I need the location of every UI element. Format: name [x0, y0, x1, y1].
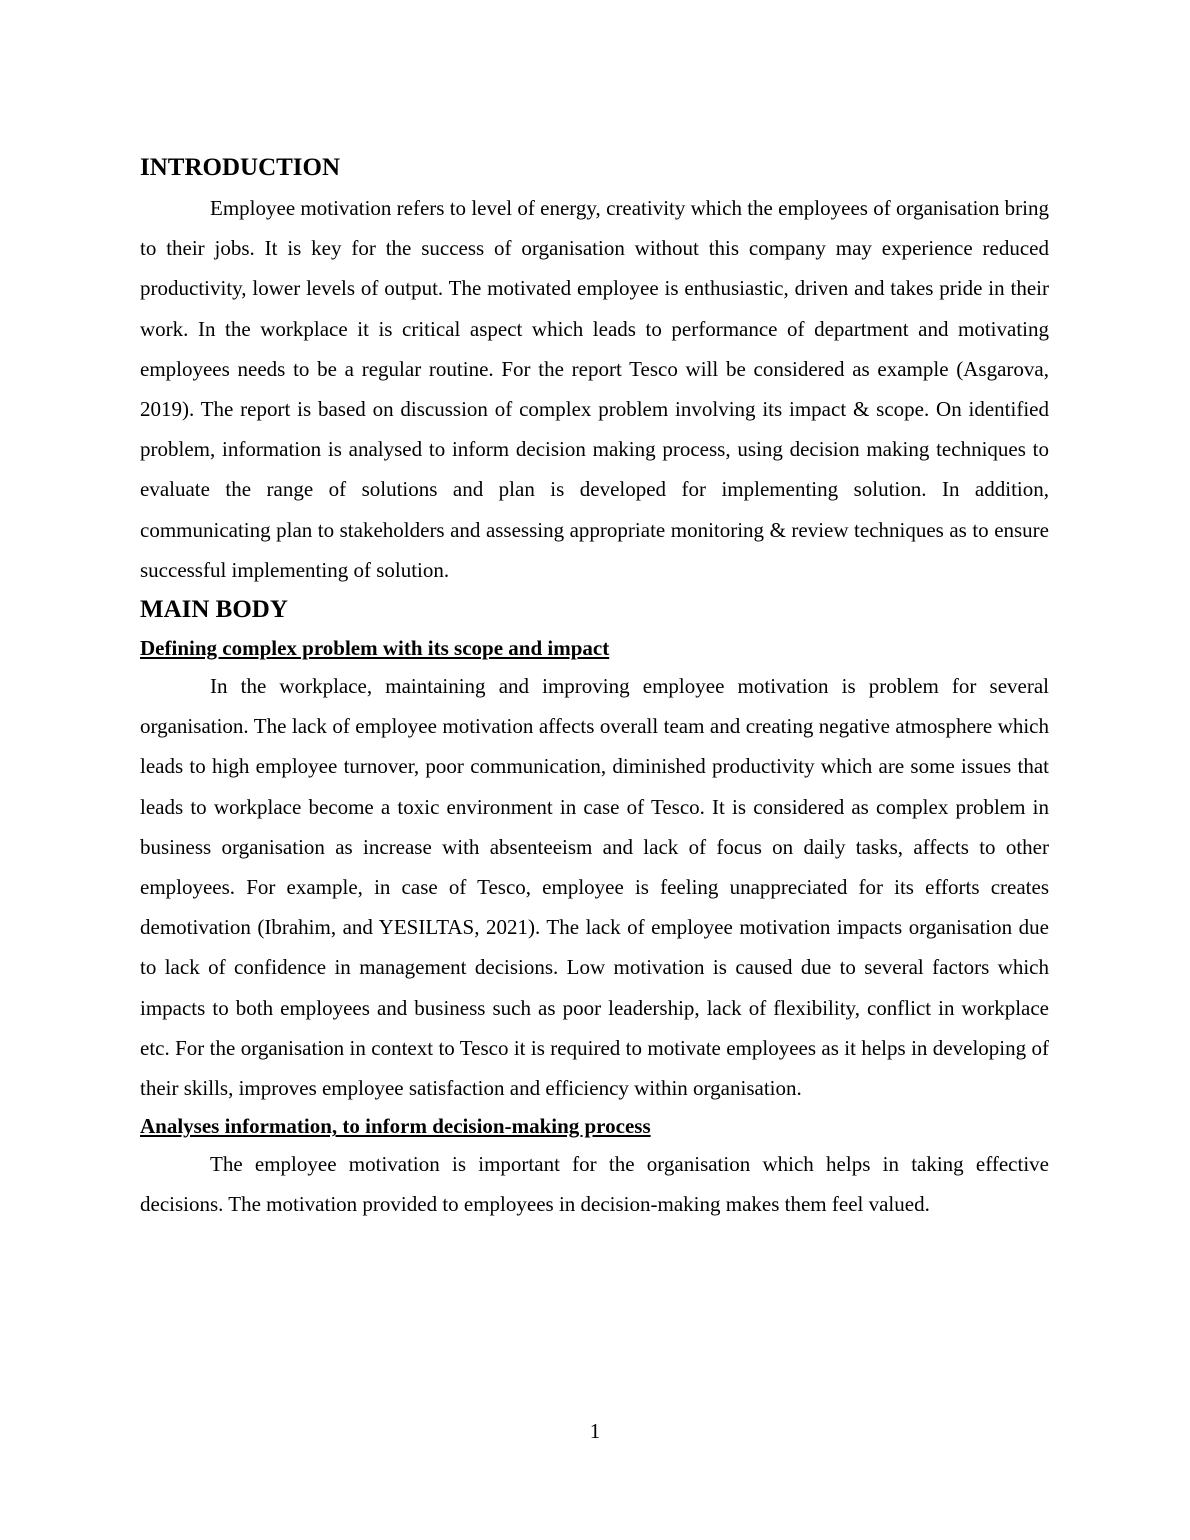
introduction-heading: INTRODUCTION	[140, 154, 341, 181]
problem-definition-subheading: Defining complex problem with its scope and impact	[140, 636, 610, 661]
problem-definition-paragraph: In the workplace, maintaining and improving employee motivation is problem for several organisation. The lack of employee motivation affects overall team and creating negative atmosphere which leads to high employee turnover, poor communication, diminished productivity which are some issues that leads to workplace become a toxic environment in case of Tesco. It is considered as complex problem in business organisation as increase with absenteeism and lack of focus on daily tasks, affects to other employees. For example, in case of Tesco, employee is feeling unappreciated for its efforts creates demotivation (Ibrahim, and YESILTAS, 2021). The lack of employee motivation impacts organisation due to lack of confidence in management decisions. Low motivation is caused due to several factors which impacts to both employees and business such as poor leadership, lack of flexibility, conflict in workplace etc. For the organisation in context to Tesco it is required to motivate employees as it helps in developing of their skills, improves employee satisfaction and efficiency within organisation.	[140, 674, 1049, 1101]
introduction-paragraph: Employee motivation refers to level of energy, creativity which the employees of organisation bring to their jobs. It is key for the success of organisation without this company may experience reduced productivity, lower levels of output. The motivated employee is enthusiastic, driven and takes pride in their work. In the workplace it is critical aspect which leads to performance of department and motivating employees needs to be a regular routine. For the report Tesco will be considered as example (Asgarova, 2019). The report is based on discussion of complex problem involving its impact & scope. On identified problem, information is analysed to inform decision making process, using decision making techniques to evaluate the range of solutions and plan is developed for implementing solution. In addition, communicating plan to stakeholders and assessing appropriate monitoring & review techniques as to ensure successful implementing of solution.	[140, 196, 1049, 582]
page-number: 1	[589, 1419, 601, 1443]
analysis-paragraph: The employee motivation is important for the organisation which helps in taking effective decisions. The motivation provided to employees in decision-making makes them feel valued.	[140, 1152, 1049, 1217]
main-body-heading: MAIN BODY	[140, 596, 288, 624]
document-page	[140, 148, 1049, 1225]
analysis-subheading: Analyses information, to inform decision-making process	[140, 1114, 651, 1139]
